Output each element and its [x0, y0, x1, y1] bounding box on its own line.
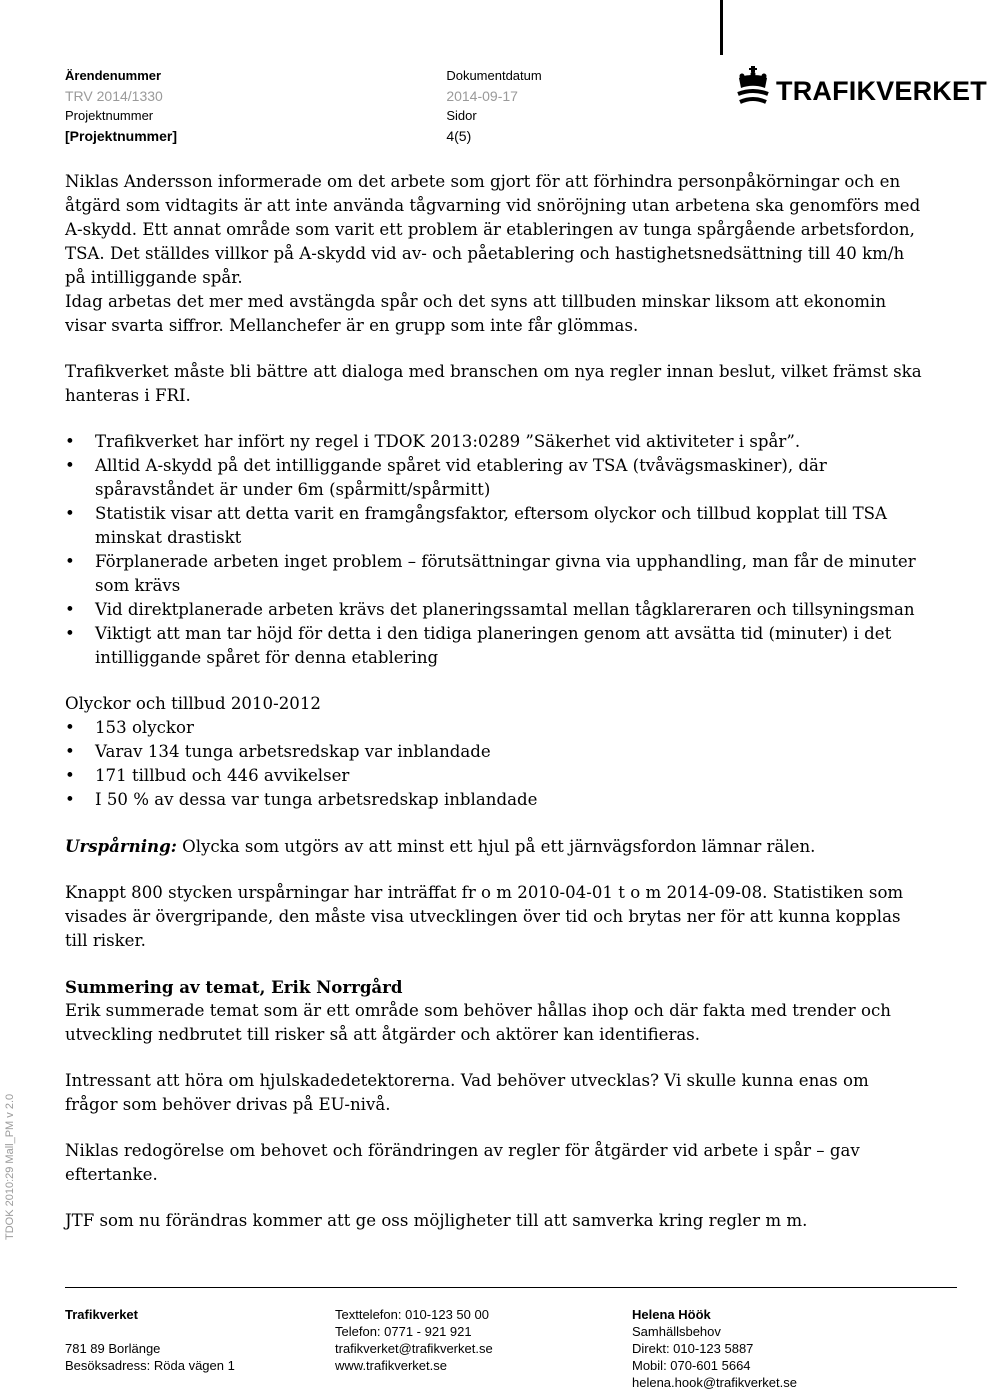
projektnummer-label: Projektnummer: [65, 108, 154, 123]
footer-contact: [335, 1306, 625, 1374]
list-item: • Statistik visar att detta varit en framgångsfaktor, eftersom olyckor och tillbud kopplat till TSA minskat drastiskt: [65, 502, 925, 550]
sidor-label: Sidor: [446, 108, 477, 123]
footer-divider: [65, 1287, 957, 1288]
list-item: • Alltid A-skydd på det intilliggande spåret vid etablering av TSA (tvåvägsmaskiner), där spåravståndet är under 6m (spårmitt/spårmitt): [65, 454, 925, 502]
footer-person-email[interactable]: helena.hook@trafikverket.se: [632, 1375, 797, 1390]
projektnummer-value: [Projektnummer]: [65, 128, 178, 144]
arendenummer-value: TRV 2014/1330: [65, 88, 163, 104]
footer-telefon: Telefon: 0771 - 921 921: [335, 1324, 472, 1339]
paragraph-intro: Niklas Andersson informerade om det arbete som gjort för att förhindra personpåkörningar och en åtgärd som vidtagits är att inte använda tågvarning vid snöröjning utan arbetena ska genomförs med A-skydd. Ett annat område som varit ett problem är etableringen av tunga spårgående arbetsfordon, TSA. Det ställdes villkor på A-skydd vid av- och påetablering och hastighetsnedsättning till 40 km/h på intilliggande spår.: [65, 172, 921, 287]
arendenummer-label: Ärendenummer: [65, 68, 162, 83]
footer-texttelefon: Texttelefon: 010-123 50 00: [335, 1307, 489, 1322]
footer-website[interactable]: www.trafikverket.se: [335, 1358, 447, 1373]
paragraph-ursparningar: Knappt 800 stycken urspårningar har inträffat fr o m 2010-04-01 t o m 2014-09-08. Statistiken som visades är övergripande, den måste visa utvecklingen över tid och brytas ner för att kunna kopplas till risker.: [65, 883, 904, 950]
ursparning-text: Olycka som utgörs av att minst ett hjul på ett järnvägsfordon lämnar rälen.: [176, 837, 816, 856]
list-item: • Förplanerade arbeten inget problem – förutsättningar givna via upphandling, man får de minuter som krävs: [65, 550, 925, 598]
bullet-list-olyckor: [65, 716, 925, 812]
list-item: • Vid direktplanerade arbeten krävs det planeringssamtal mellan tågklareraren och tillsyningsman: [65, 598, 925, 622]
ursparning-term: Urspårning:: [65, 836, 177, 856]
summering-heading: Summering av temat, Erik Norrgård: [65, 977, 403, 997]
paragraph-jtf: JTF som nu förändras kommer att ge oss möjligheter till att samverka kring regler m m.: [65, 1211, 808, 1230]
footer-address: [65, 1306, 325, 1374]
paragraph-dialog: Trafikverket måste bli bättre att dialoga med branschen om nya regler innan beslut, vilket främst ska hanteras i FRI.: [65, 362, 922, 405]
footer-postal-address: 781 89 Borlänge: [65, 1341, 161, 1356]
dokumentdatum-label: Dokumentdatum: [446, 68, 542, 83]
list-item: • 153 olyckor: [65, 716, 925, 740]
logo-wordmark: TRAFIKVERKET: [776, 76, 987, 106]
footer-org-name: Trafikverket: [65, 1307, 138, 1322]
document-body: [65, 170, 925, 1233]
footer-person-name: Helena Höök: [632, 1307, 711, 1322]
bullet-list-regler: [65, 430, 925, 670]
summering-text: Erik summerade temat som är ett område som behöver hållas ihop och där fakta med trender och utveckling nedbrutet till risker så att åtgärder och aktörer kan identifieras.: [65, 1001, 891, 1044]
ursparning-definition: [65, 834, 925, 859]
dokumentdatum-value: 2014-09-17: [446, 88, 518, 104]
list-item: • I 50 % av dessa var tunga arbetsredskap inblandade: [65, 788, 925, 812]
paragraph-hjulskadedetektorer: Intressant att höra om hjulskadedetektorerna. Vad behöver utvecklas? Vi skulle kunna enas om frågor som behöver drivas på EU-nivå.: [65, 1071, 869, 1114]
footer-person-mobile: Mobil: 070-601 5664: [632, 1358, 751, 1373]
list-item: • Viktigt att man tar höjd för detta i den tidiga planeringen genom att avsätta tid (minuter) i det intilliggande spåret för denna etablering: [65, 622, 925, 670]
document-header: [65, 66, 585, 146]
footer-visiting-address: Besöksadress: Röda vägen 1: [65, 1358, 235, 1373]
sidor-value: 4(5): [446, 128, 472, 144]
paragraph-avstangda-spar: Idag arbetas det mer med avstängda spår och det syns att tillbuden minskar liksom att ekonomin visar svarta siffror. Mellanchefer är en grupp som inte får glömmas.: [65, 292, 887, 335]
list-item: • Trafikverket har infört ny regel i TDOK 2013:0289 ”Säkerhet vid aktiviteter i spår”.: [65, 430, 925, 454]
list-item: • Varav 134 tunga arbetsredskap var inblandade: [65, 740, 925, 764]
list-item: • 171 tillbud och 446 avvikelser: [65, 764, 925, 788]
footer-person-direct: Direkt: 010-123 5887: [632, 1341, 754, 1356]
trafikverket-logo: [720, 0, 987, 120]
footer-person: [632, 1306, 932, 1391]
olyckor-heading: Olyckor och tillbud 2010-2012: [65, 694, 321, 713]
template-version-text: TDOK 2010:29 Mall_PM v 2.0: [4, 1093, 16, 1240]
footer-person-dept: Samhällsbehov: [632, 1324, 721, 1339]
crown-icon: [736, 66, 770, 108]
logo-divider: [720, 0, 723, 55]
footer-email[interactable]: trafikverket@trafikverket.se: [335, 1341, 493, 1356]
paragraph-redogorelse: Niklas redogörelse om behovet och förändringen av regler för åtgärder vid arbete i spår – gav eftertanke.: [65, 1141, 860, 1184]
